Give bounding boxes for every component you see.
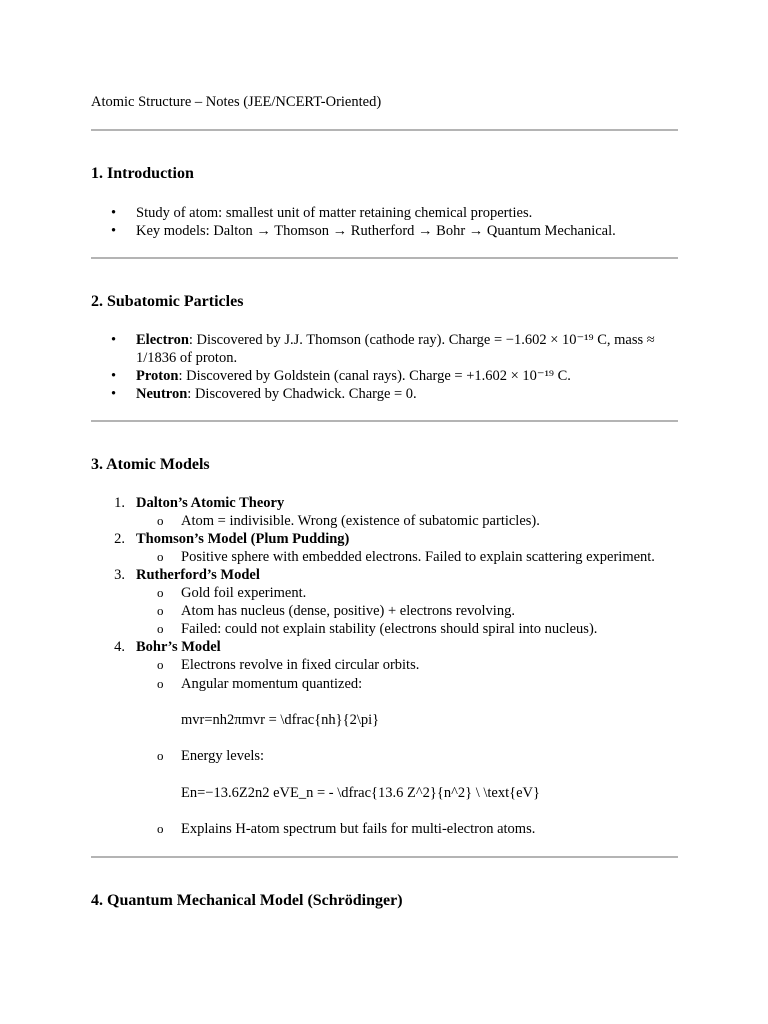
sub-bullet-marker: o — [157, 657, 164, 672]
section-heading-quantum-model: 4. Quantum Mechanical Model (Schrödinger) — [91, 892, 403, 909]
term-neutron: Neutron — [136, 386, 188, 402]
proton-description: : Discovered by Goldstein (canal rays). Charge = +1.602 × 10⁻¹⁹ C. — [178, 368, 571, 384]
list-number: 3. — [114, 567, 125, 583]
sub-bullet-marker: o — [157, 676, 164, 691]
model-title-rutherford — [136, 566, 260, 584]
sub-list-item: Positive sphere with embedded electrons. Failed to explain scattering experiment. — [181, 549, 655, 565]
sub-bullet-marker: o — [157, 821, 164, 836]
sub-list-item: Atom has nucleus (dense, positive) + electrons revolving. — [181, 603, 515, 619]
formula-energy-levels: En=−13.6Z2n2 eVE_n = - \dfrac{13.6 Z^2}{n^2} \ \text{eV} — [181, 785, 540, 801]
list-item-proton — [136, 367, 571, 385]
list-number: 2. — [114, 531, 125, 547]
electron-description: : Discovered by J.J. Thomson (cathode ray). Charge = −1.602 × 10⁻¹⁹ C, mass ≈ — [188, 332, 655, 348]
sub-bullet-marker: o — [157, 603, 164, 618]
sub-bullet-marker: o — [157, 585, 164, 600]
model-title-rutherford-text: Rutherford’s Model — [136, 567, 260, 583]
divider — [91, 257, 678, 259]
divider — [91, 856, 678, 858]
list-number: 1. — [114, 495, 125, 511]
list-number: 4. — [114, 639, 125, 655]
list-item-neutron — [136, 385, 417, 403]
formula-angular-momentum: mvr=nh2πmvr = \dfrac{nh}{2\pi} — [181, 712, 380, 728]
sub-list-item: Atom = indivisible. Wrong (existence of subatomic particles). — [181, 513, 540, 529]
sub-bullet-marker: o — [157, 748, 164, 763]
list-item: • Key models: Dalton → Thomson → Rutherford → Bohr → Quantum Mechanical. — [136, 222, 616, 240]
section-heading-introduction: 1. Introduction — [91, 165, 194, 182]
document-title: Atomic Structure – Notes (JEE/NCERT-Oriented) — [91, 94, 382, 110]
sub-list-item: Energy levels: — [181, 748, 265, 764]
sub-bullet-marker: o — [157, 549, 164, 564]
model-title-dalton-text: Dalton’s Atomic Theory — [136, 495, 285, 511]
section-heading-atomic-models: 3. Atomic Models — [91, 456, 210, 473]
section-heading-subatomic-particles: 2. Subatomic Particles — [91, 293, 244, 310]
sub-list-item: Explains H-atom spectrum but fails for multi-electron atoms. — [181, 821, 536, 837]
divider — [91, 420, 678, 422]
term-proton: Proton — [136, 368, 179, 384]
model-title-thomson — [136, 530, 349, 548]
list-item: • Study of atom: smallest unit of matter retaining chemical properties. — [136, 204, 532, 222]
divider — [91, 129, 678, 131]
sub-list-item: Electrons revolve in fixed circular orbits. — [181, 657, 420, 673]
model-title-bohr-text: Bohr’s Model — [136, 639, 221, 655]
sub-list-item: Gold foil experiment. — [181, 585, 307, 601]
model-title-dalton — [136, 494, 284, 512]
model-title-bohr — [136, 638, 221, 656]
sub-list-item: Failed: could not explain stability (electrons should spiral into nucleus). — [181, 621, 598, 637]
neutron-description: : Discovered by Chadwick. Charge = 0. — [187, 386, 417, 402]
sub-list-item: Angular momentum quantized: — [181, 676, 363, 692]
sub-bullet-marker: o — [157, 513, 164, 528]
model-title-thomson-text: Thomson’s Model (Plum Pudding) — [136, 531, 350, 547]
list-item-electron — [136, 331, 655, 349]
electron-description-continued: 1/1836 of proton. — [136, 350, 238, 366]
term-electron: Electron — [136, 332, 189, 348]
sub-bullet-marker: o — [157, 621, 164, 636]
